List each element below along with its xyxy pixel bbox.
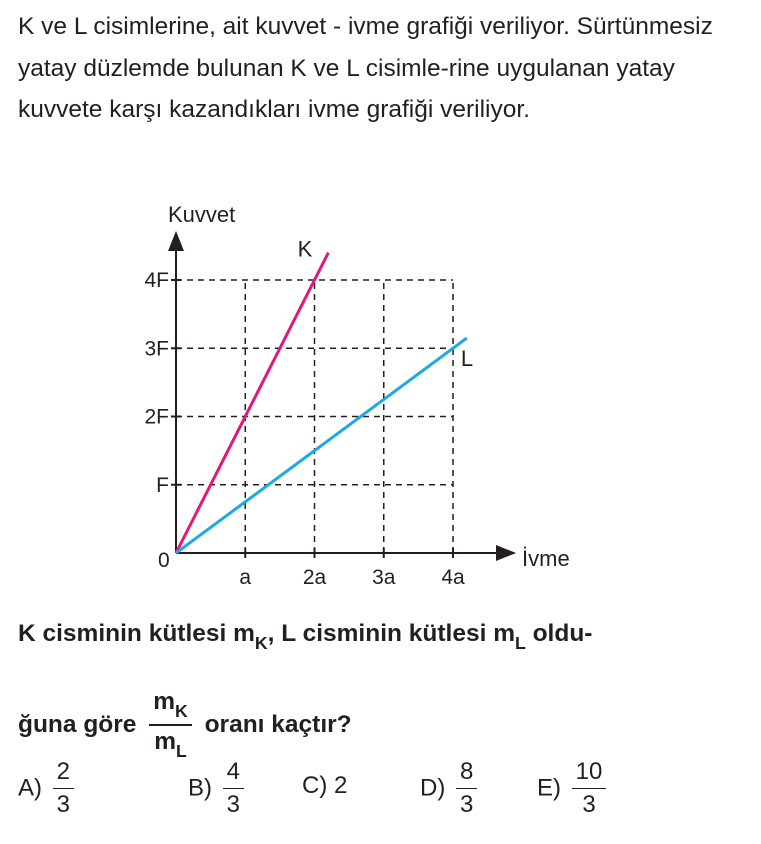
series-lines — [176, 253, 467, 553]
question-text-b: oranı kaçtır? — [204, 710, 352, 738]
question-line-1: K cisminin kütlesi $m_K$, L cisminin kütlesi $m_L$ oldu- — [18, 620, 593, 653]
option-e[interactable]: E) $\frac{10}{3}$ — [537, 758, 610, 819]
axis-ticks — [171, 280, 453, 558]
series-line-L — [176, 338, 467, 553]
option-d[interactable]: D) $\frac{8}{3}$ — [420, 758, 481, 819]
y-tick-label-3: 3F — [144, 337, 169, 361]
question-line-2 — [18, 688, 352, 762]
option-b[interactable]: B) $\frac{4}{3}$ — [188, 758, 248, 819]
y-axis-label: Kuvvet — [168, 202, 236, 227]
series-line-K — [176, 253, 328, 553]
y-tick-label-1: F — [156, 473, 169, 497]
series-label-L: L — [460, 346, 474, 372]
grid-lines — [176, 280, 453, 553]
x-tick-label-2: 2a — [302, 566, 327, 589]
x-tick-label-4: 4a — [441, 566, 465, 589]
mass-ratio-fraction: $\frac{m_K}{m_L}$ — [149, 688, 192, 762]
intro-text: K ve L cisimlerine, ait kuvvet - ivme grafiği veriliyor. Sürtünmesiz yatay düzlemde bulunan K ve L cisimle-rine uygulanan yatay kuvvete karşı kazandıkları ivme grafiği veriliyor. — [18, 13, 713, 123]
option-c[interactable]: C) 2 — [302, 772, 348, 799]
y-tick-label-2: 2F — [144, 405, 169, 429]
x-tick-label-1: a — [239, 566, 252, 589]
origin-label: 0 — [158, 549, 170, 572]
series-label-K: K — [297, 236, 313, 262]
x-axis-label: İvme — [522, 546, 570, 571]
question-text-a: ğuna göre — [18, 710, 137, 738]
series-labels — [298, 237, 473, 371]
x-tick-label-3: 3a — [372, 566, 396, 589]
y-tick-label-4: 4F — [144, 269, 169, 292]
option-a[interactable]: A) $\frac{2}{3}$ — [18, 758, 78, 819]
